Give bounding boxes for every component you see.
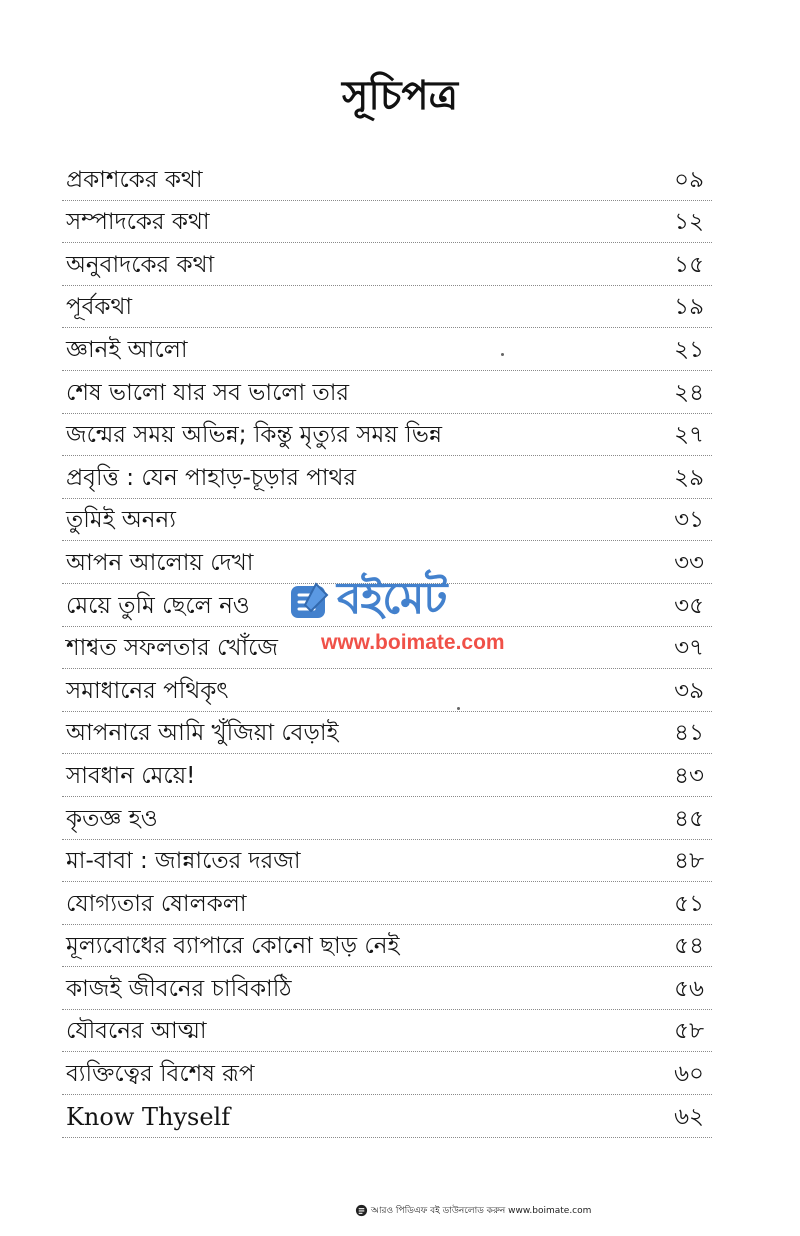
toc-entry-title: মূল্যবোধের ব্যাপারে কোনো ছাড় নেই: [66, 933, 400, 960]
toc-entry-page: ৫৮: [674, 1018, 704, 1045]
toc-entry-page: ১৫: [674, 251, 704, 278]
toc-row: [62, 882, 712, 925]
toc-row: [62, 840, 712, 883]
toc-entry-title: কৃতজ্ঞ হও: [66, 805, 158, 832]
toc-entry-title: কাজই জীবনের চাবিকাঠি: [66, 975, 292, 1002]
toc-row: [62, 328, 712, 371]
paper-speck: [501, 353, 504, 356]
toc-entry-page: ৪১: [674, 720, 704, 747]
toc-entry-title: ব্যক্তিত্বের বিশেষ রূপ: [66, 1061, 255, 1088]
toc-entry-title: সম্পাদকের কথা: [66, 209, 210, 236]
toc-row: [62, 925, 712, 968]
toc-entry-page: ৬০: [674, 1061, 704, 1088]
toc-row: [62, 286, 712, 329]
toc-entry-page: ৫৪: [674, 933, 704, 960]
toc-entry-page: ২৯: [674, 464, 704, 491]
toc-entry-title: মেয়ে তুমি ছেলে নও: [66, 592, 250, 619]
watermark-url: www.boimate.com: [321, 631, 505, 654]
paper-speck: [457, 707, 460, 710]
toc-entry-title: যৌবনের আত্মা: [66, 1018, 207, 1045]
footer-download-note: [371, 1205, 592, 1217]
toc-entry-page: ৬২: [674, 1103, 704, 1130]
toc-row: [62, 712, 712, 755]
toc-entry-title: যোগ্যতার ষোলকলা: [66, 890, 247, 917]
toc-entry-title: সমাধানের পথিকৃৎ: [66, 677, 229, 704]
toc-entry-page: ৩৯: [674, 677, 704, 704]
toc-row: [62, 201, 712, 244]
toc-entry-page: ৫১: [674, 890, 704, 917]
toc-entry-page: ৪৫: [674, 805, 704, 832]
toc-entry-page: ০৯: [674, 166, 704, 193]
boimate-small-icon: [355, 1204, 368, 1217]
toc-entry-title: জন্মের সময় অভিন্ন; কিন্তু মৃত্যুর সময় ভিন্ন: [66, 422, 443, 449]
footer-url[interactable]: www.boimate.com: [508, 1206, 592, 1216]
toc-entry-title: Know Thyself: [66, 1102, 231, 1131]
toc-entry-title: জ্ঞানই আলো: [66, 336, 188, 363]
toc-entry-page: ৩১: [674, 507, 704, 534]
toc-entry-page: ৪৩: [674, 762, 704, 789]
toc-entry-title: অনুবাদকের কথা: [66, 251, 215, 278]
toc-row: [62, 669, 712, 712]
toc-entry-page: ৩৩: [674, 549, 704, 576]
toc-entry-page: ৩৫: [674, 592, 704, 619]
toc-row: [62, 456, 712, 499]
toc-row: [62, 754, 712, 797]
toc-row: [62, 243, 712, 286]
toc-row: [62, 414, 712, 457]
toc-entry-title: শেষ ভালো যার সব ভালো তার: [66, 379, 350, 406]
toc-row: [62, 1095, 712, 1138]
toc-entry-title: সাবধান মেয়ে!: [66, 762, 196, 789]
toc-row: [62, 1010, 712, 1053]
toc-entry-page: ২৪: [674, 379, 704, 406]
toc-entry-page: ২৭: [674, 422, 704, 449]
toc-entry-title: মা-বাবা : জান্নাতের দরজা: [66, 848, 301, 875]
toc-entry-title: পূর্বকথা: [66, 294, 133, 321]
toc-row: [62, 499, 712, 542]
toc-row: [62, 967, 712, 1010]
toc-entry-page: ২১: [674, 336, 704, 363]
toc-row: [62, 371, 712, 414]
toc-entry-page: ১৯: [674, 294, 704, 321]
toc-entry-page: ৩৭: [674, 635, 704, 662]
toc-row: [62, 158, 712, 201]
footer-note-text: আরও পিডিএফ বই ডাউনলোড করুন: [371, 1206, 506, 1216]
toc-row: [62, 797, 712, 840]
book-clip-icon: [285, 578, 333, 626]
page-title: সূচিপত্র: [342, 73, 458, 119]
toc-entry-page: ১২: [674, 209, 704, 236]
watermark-logo-text: বইমেট: [337, 573, 447, 624]
toc-row: [62, 1052, 712, 1095]
watermark: [285, 573, 545, 668]
toc-entry-title: তুমিই অনন্য: [66, 507, 176, 534]
toc-entry-page: ৪৮: [674, 848, 704, 875]
toc-entry-title: প্রকাশকের কথা: [66, 166, 203, 193]
toc-entry-title: আপনারে আমি খুঁজিয়া বেড়াই: [66, 720, 339, 747]
toc-entry-title: শাশ্বত সফলতার খোঁজে: [66, 635, 278, 662]
toc-entry-title: প্রবৃত্তি : যেন পাহাড়-চূড়ার পাথর: [66, 464, 357, 491]
toc-entry-page: ৫৬: [674, 975, 704, 1002]
toc-entry-title: আপন আলোয় দেখা: [66, 549, 254, 576]
